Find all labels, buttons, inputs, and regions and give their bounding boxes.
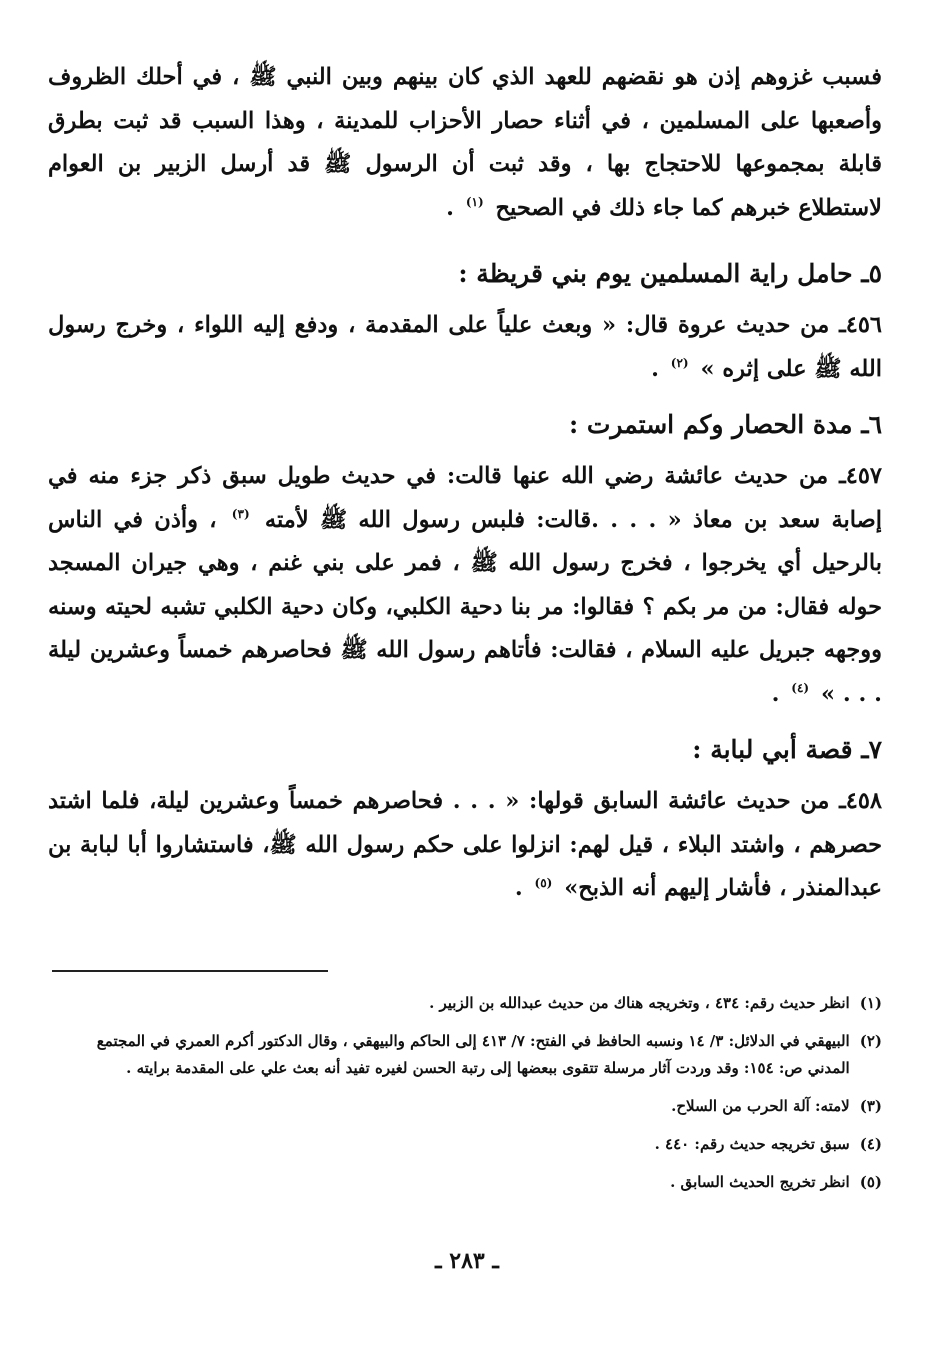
footnote-text: البيهقي في الدلائل: ٣/ ١٤ ونسبه الحافظ في الفتح: ٧/ ٤١٣ إلى الحاكم والبيهقي ، وقال الدكتور أكرم العمري في المجتمع المدني ص: ١٥٤: وقد وردت آثار مرسلة تتقوى ببعضها إلى رتبة الحسن لغيره تفيد أنه بعث علي على المقدمة برايته . [96,1032,850,1077]
footnote-ref-5[interactable]: (٥) [534,875,553,890]
footnote-2 [52,1028,882,1082]
footnote-text: لامته: آلة الحرب من السلاح. [671,1097,850,1115]
section-paragraph-5 [48,304,882,391]
hadith-458-text: ٤٥٨ـ من حديث عائشة السابق قولها: « . . . فحاصرهم خمساً وعشرين ليلة، فلما اشتد حصرهم ، واشتد البلاء ، قيل لهم: انزلوا على حكم رسول الله ﷺ، فاستشاروا أبا لبابة بن عبدالمنذر ، فأشار إليهم أنه الذبح» [48,788,882,901]
footnote-text: سبق تخريجه حديث رقم: ٤٤٠ . [654,1135,850,1153]
section-5 [48,252,882,391]
footnote-divider [52,970,328,972]
hadith-457-end: . [771,680,780,707]
section-heading-7: ٧ـ قصة أبي لبابة : [692,735,882,764]
hadith-457-text-b: ، وأذن في الناس بالرحيل أي يخرجوا ، فخرج رسول الله ﷺ ، فمر على بني غنم ، وهي جيران المسجد حوله فقال: من مر بكم ؟ فقالوا: مر بنا دحية الكلبي، وكان دحية الكلبي تشبه لحيته وسنه ووجهه جبريل عليه السلام ، فقالت: فأتاهم رسول الله ﷺ فحاصرهم خمساً وعشرين ليلة . . . » [48,506,882,707]
footnote-5 [52,1169,882,1196]
section-paragraph-6 [48,455,882,716]
footnote-ref-2[interactable]: (٢) [670,356,689,370]
footnotes [52,990,882,1207]
hadith-457-text-a: ٤٥٧ـ من حديث عائشة رضي الله عنها قالت: في حديث طويل سبق ذكر جزء منه في إصابة سعد بن معاذ « . . . .قالت: فلبس رسول الله ﷺ لأمته [48,463,882,533]
footnote-ref-3[interactable]: (٣) [231,507,250,521]
footnote-number: (١) [859,994,882,1012]
footnote-number: (٣) [859,1097,882,1115]
hadith-456-end: . [651,355,659,382]
footnote-ref-1[interactable]: (١) [465,195,484,209]
footnote-4 [52,1131,882,1158]
footnote-1 [52,990,882,1017]
intro-end: . [446,194,455,221]
section-paragraph-7 [48,780,882,911]
intro-paragraph [48,56,882,230]
intro-text: فسبب غزوهم إذن هو نقضهم للعهد الذي كان بينهم وبين النبي ﷺ ، في أحلك الظروف وأصعبها على المسلمين ، في أثناء حصار الأحزاب للمدينة ، وهذا السبب قد ثبت بطرق قابلة بمجموعها للاحتجاج بها ، وقد ثبت أن الرسول ﷺ قد أرسل الزبير بن العوام لاستطلاع خبرهم كما جاء ذلك في الصحيح [48,64,882,221]
footnote-text: انظر حديث رقم: ٤٣٤ ، وتخريجه هناك من حديث عبدالله بن الزبير . [429,994,850,1012]
footnote-number: (٥) [859,1173,882,1191]
hadith-456-text: ٤٥٦ـ من حديث عروة قال: « وبعث علياً على المقدمة ، ودفع إليه اللواء ، وخرج رسول الله ﷺ على إثره » [48,312,882,382]
main-text [48,56,882,923]
hadith-458-end: . [514,875,523,901]
footnote-ref-4[interactable]: (٤) [791,681,810,695]
section-7 [48,728,882,911]
footnote-number: (٢) [859,1032,882,1050]
section-6 [48,403,882,716]
footnote-number: (٤) [859,1135,882,1153]
footnote-text: انظر تخريج الحديث السابق . [670,1173,850,1191]
section-heading-5: ٥ـ حامل راية المسلمين يوم بني قريظة : [458,259,882,288]
section-heading-6: ٦ـ مدة الحصار وكم استمرت : [568,410,882,439]
page-number: ـ ٢٨٣ ـ [435,1248,499,1274]
footnote-3 [52,1093,882,1120]
